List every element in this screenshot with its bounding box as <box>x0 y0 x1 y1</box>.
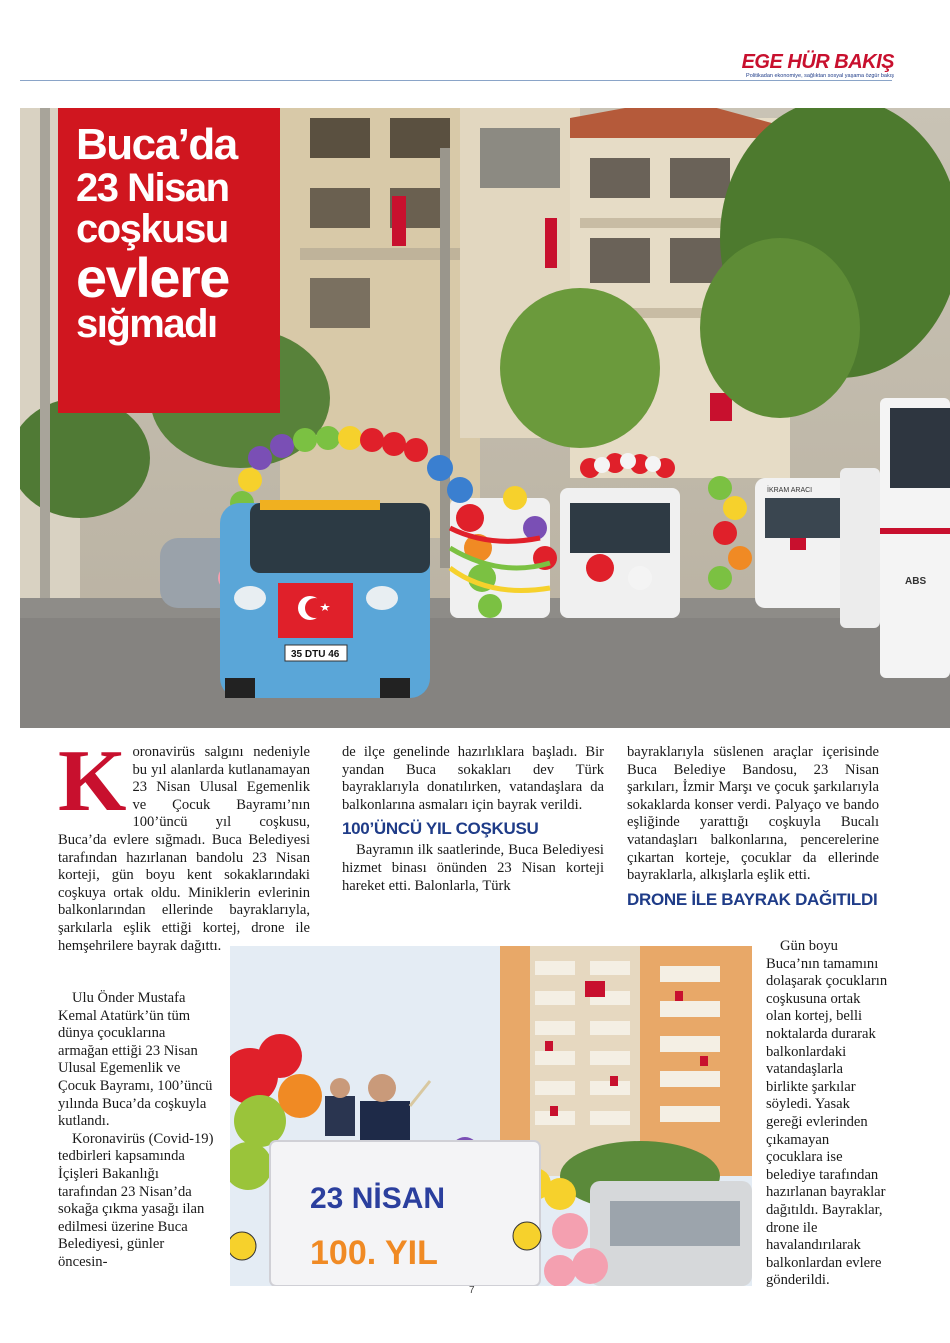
article-col3-narrow: Gün boyu Buca’nın tamamını dolaşarak çocukların coşkusuna ortak olan kortej, belli noktalarda durarak balkonlardaki vatandaşlarla birlikte şarkılar söyledi. Yasak gereği evlerinden çıkamayan çocuklara ise belediye tarafından hazırlanan bayraklar dağıtıldı. Bayraklar, drone ile havalandırılarak balkonlardan evlere gönderildi. <box>766 938 888 1289</box>
headline-line-5: sığmadı <box>76 302 217 347</box>
headline-line-4: evlere <box>76 245 229 309</box>
subhead-100-yil: 100’ÜNCÜ YIL COŞKUSU <box>342 819 539 839</box>
article-column-3 <box>627 744 879 913</box>
banner-text-line2: 100. YIL <box>310 1234 438 1272</box>
headline-box <box>58 108 280 413</box>
dropcap: K <box>58 733 127 830</box>
headline-line-3: coşkusu <box>76 207 228 252</box>
article-col2-top: de ilçe genelinde hazırlıklara başladı. Bir yandan Buca sokakları dev Türk bayraklarıyla donatılırken, vatandaşlara da balkonlarına asmaları için bayrak verildi. <box>342 744 604 813</box>
plate-text: 35 DTU 46 <box>291 649 340 660</box>
article-column-2 <box>342 744 604 895</box>
masthead-tagline: Politikadan ekonomiye, sağlıktan sosyal yaşama özgür bakış <box>746 73 894 79</box>
article-paragraph-2: Ulu Önder Mustafa Kemal Atatürk’ün tüm dünya çocuklarına armağan ettiği 23 Nisan Ulusal Egemenlik ve Çocuk Bayramı, 100’üncü yılında Buca’da coşkuyla kutlandı. <box>58 990 213 1130</box>
article-column-1-narrow <box>58 990 214 1272</box>
subhead-drone: DRONE İLE BAYRAK DAĞITILDI <box>627 889 878 909</box>
van-label-text: İKRAM ARACI <box>767 487 813 494</box>
banner-text-line1: 23 NİSAN <box>310 1182 446 1215</box>
article-column-3-narrow <box>766 938 888 1290</box>
masthead-logo: EGE HÜR BAKIŞ <box>741 51 894 73</box>
header-rule <box>20 80 892 81</box>
article-col3-top: bayraklarıyla süslenen araçlar içerisinde Buca Belediye Bandosu, 23 Nisan şarkıları, İzmir Marşı ve çocuk şarkılarıyla sokaklarda konser verdi. Palyaço ve bando eşliğinde yarattığı coşkuyla Bucalı vatandaşları balkonlarına, pencerelerine çıkartan korteje, çocuklar da ellerinde bayraklarla, alkışlarla eşlik etti. <box>627 744 879 884</box>
article-column-1 <box>58 733 310 955</box>
headline-line-2: 23 Nisan <box>76 165 229 210</box>
headline-line-1: Buca’da <box>76 120 237 169</box>
bus-label-text: ABS <box>905 576 927 587</box>
article-col2-bottom: Bayramın ilk saatlerinde, Buca Belediyesi hizmet binası önünden 23 Nisan korteji hareket etti. Balonlarla, Türk <box>342 842 604 894</box>
article-paragraph-3: Koronavirüs (Covid-19) tedbirleri kapsamında İçişleri Bakanlığı tarafından 23 Nisan’da sokağa çıkma yasağı ilan edilmesi üzerine Buca Belediyesi, günler öncesin- <box>58 1130 214 1270</box>
page-number: 7 <box>469 1285 475 1296</box>
masthead <box>742 52 894 79</box>
band-photo <box>230 946 752 1286</box>
article-paragraph-1: oronavirüs salgını nedeniyle bu yıl alanlarda kutlanamayan 23 Nisan Ulusal Egemenlik ve Çocuk Bayramı’nın 100’üncü yıl coşkusu, Buca’da evlere sığmadı. Buca Belediyesi tarafından hazırlanan bandolu 23 Nisan korteji, gün boyu kent sokaklarındaki coşkuya ortak oldu. Miniklerin evlerinin balkonlarından ellerinde bayraklarıyla, şarkılarla eşlik ettiği kortej, drone ile hemşehrilere bayrak dağıttı. <box>58 744 310 954</box>
